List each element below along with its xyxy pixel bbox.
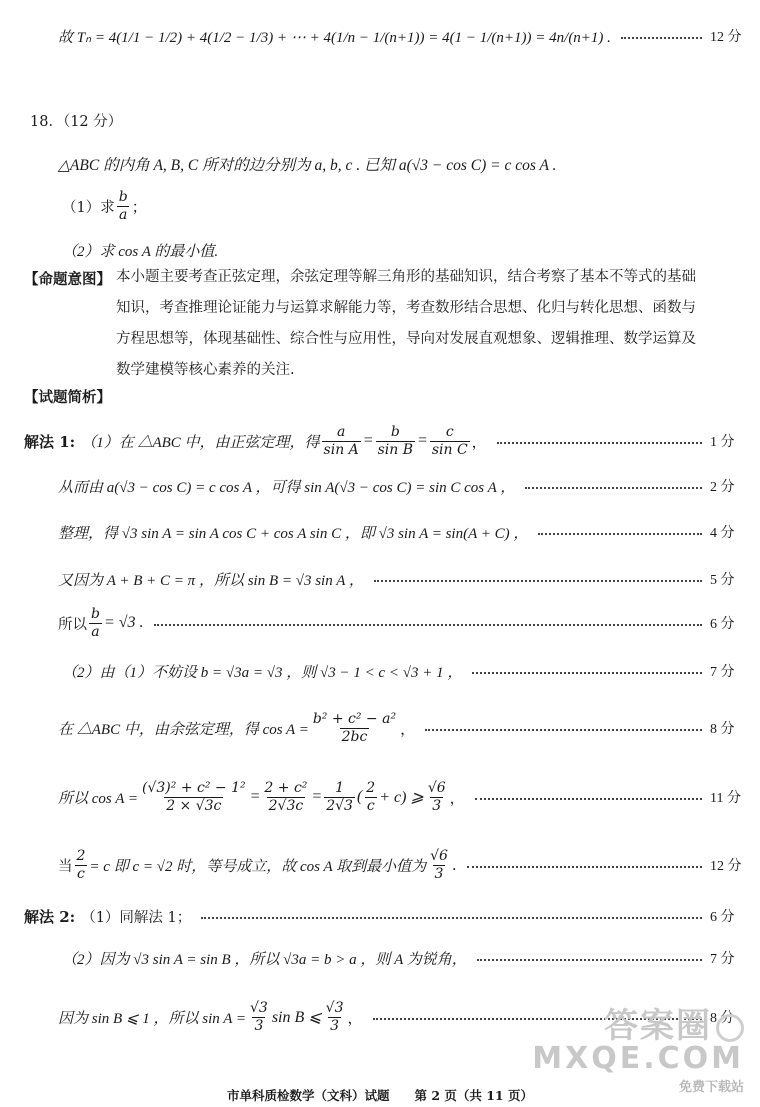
step-text: （2）因为 √3 sin A = sin B ，所以 √3a = b > a ，则 A 为锐角，: [62, 951, 467, 968]
page-footer: 市单科质检数学（文科）试题 第 2 页（共 11 页）: [226, 1088, 533, 1103]
fraction-numerator: b: [118, 188, 128, 205]
fraction-numerator: b: [91, 605, 100, 622]
solution-2-step-1: [0, 902, 760, 930]
dot-leader: [621, 37, 702, 39]
score-label: 6 分: [710, 910, 735, 925]
solution-1-label: 解法 1:: [24, 432, 76, 451]
dot-leader: [154, 624, 702, 626]
fraction: [140, 781, 248, 813]
fraction-numerator: 1: [335, 779, 345, 796]
step-text: 所以 cos A =: [58, 790, 138, 807]
dot-leader: [538, 533, 702, 535]
dot-leader: [467, 866, 702, 868]
step-text: 在 △ABC 中，由余弦定理，得 cos A =: [58, 721, 309, 738]
score-label: 8 分: [710, 1011, 735, 1026]
intent-line-2: 知识，考查推理论证能力与运算求解能力等，考查数形结合思想、化归与转化思想、函数与: [116, 300, 696, 316]
fraction: [324, 1001, 346, 1033]
dot-leader: [475, 798, 702, 800]
fraction: [364, 781, 377, 813]
score-label: 7 分: [710, 665, 735, 680]
step-middle: + c) ⩾: [379, 789, 424, 806]
fraction: [426, 781, 448, 813]
fraction-numerator: (√3)² + c² − 1²: [142, 779, 246, 796]
solution-1-step-1: 解法 1: （1）在 △ABC 中，由正弦定理，得 $\frac{a}{\text{sin A}}$ = $\frac{b}{\text{sin B}}$ = $\frac{c}{\text{sin C}}$ ， 1 分: [0, 418, 760, 464]
fraction-denominator: 3: [434, 865, 444, 882]
intent-line-4: 数学建模等核心素养的关注.: [116, 362, 295, 378]
step-suffix: = √3 .: [103, 614, 144, 631]
solution-1-step-4: [0, 565, 760, 593]
fraction-numerator: a: [336, 423, 346, 440]
fraction-denominator: c: [77, 865, 85, 882]
fraction-denominator: 3: [432, 797, 442, 814]
watermark-brand: 答案圈: [532, 998, 744, 1047]
step-suffix: ，: [347, 1008, 363, 1027]
solution-1-step-9: [0, 840, 760, 890]
step-text: 从而由 a(√3 − cos C) = c cos A ，可得 sin A(√3 − cos C) = sin C cos A ，: [58, 479, 516, 496]
dot-leader: [201, 917, 702, 919]
dot-leader: [425, 729, 702, 731]
step-text: （2）由（1）不妨设 b = √3a = √3 ，则 √3 − 1 < c < √3 + 1 ，: [62, 664, 463, 681]
step-suffix: ，: [449, 788, 465, 807]
watermark: [532, 998, 744, 1095]
fraction-numerator: 2 + c²: [264, 779, 308, 796]
fraction: [430, 425, 470, 457]
question-1-prefix: （1）求: [62, 199, 115, 216]
fraction-denominator: 2√3: [326, 797, 353, 814]
intent-label: 【命题意图】: [24, 271, 111, 288]
step-text: 所以: [58, 616, 87, 633]
fraction-numerator: b² + c² − a²: [312, 710, 397, 727]
fraction-numerator: 2: [366, 779, 376, 796]
dot-leader: [477, 959, 702, 961]
dot-leader: [374, 580, 702, 582]
paren-open: (: [356, 788, 363, 805]
score-label: 11 分: [710, 791, 741, 806]
intent-paragraph: [116, 262, 748, 386]
fraction-denominator: sin B: [377, 441, 414, 458]
fraction-denominator: sin C: [431, 441, 468, 458]
solution-1-step-6: [0, 657, 760, 685]
solution-1-step-5: [0, 600, 760, 646]
fraction-denominator: a: [119, 206, 128, 223]
fraction-b-over-a: [117, 190, 130, 222]
fraction: [248, 1001, 270, 1033]
step-text: 整理，得 √3 sin A = sin A cos C + cos A sin C ，即 √3 sin A = sin(A + C) ，: [58, 525, 529, 542]
dot-leader: [497, 442, 702, 444]
fraction-denominator: 2 × √3c: [166, 797, 222, 814]
previous-answer-formula: 故 Tₙ = 4(1/1 − 1/2) + 4(1/2 − 1/3) + ⋯ + 4(1/n − 1/(n+1)) = 4(1 − 1/(n+1)) = 4n/(n+1) .: [58, 29, 611, 46]
fraction-denominator: 2bc: [341, 728, 368, 745]
question-1: [0, 184, 760, 228]
fraction: [89, 607, 102, 639]
problem-number: 18．（12 分）: [30, 114, 123, 130]
fraction: [428, 849, 450, 881]
question-2: （2）求 cos A 的最小值.: [62, 244, 219, 260]
fraction-denominator: c: [366, 797, 375, 814]
step-middle: = c 即 c = √2 时，等号成立，故 cos A 取到最小值为: [89, 858, 427, 875]
fraction-numerator: c: [445, 423, 454, 440]
equals-sign: =: [311, 788, 323, 805]
fraction-denominator: a: [91, 623, 100, 640]
step-suffix: .: [451, 856, 457, 874]
watermark-caption: 免费下载站: [678, 1080, 744, 1095]
fraction: [324, 781, 355, 813]
question-1-suffix: ；: [131, 197, 147, 216]
fraction-numerator: √6: [427, 779, 446, 796]
score-label: 5 分: [710, 573, 735, 588]
fraction: [376, 425, 415, 457]
score-label: 8 分: [710, 722, 735, 737]
score-label: 7 分: [710, 952, 735, 967]
fraction-denominator: 2√3c: [268, 797, 304, 814]
equals-sign: =: [249, 788, 261, 805]
solution-1-step-3: [0, 518, 760, 546]
solution-2-step-2: [0, 944, 760, 972]
watermark-url: MXQE.COM: [532, 1041, 744, 1076]
fraction-denominator: 3: [330, 1017, 340, 1034]
intent-line-3: 方程思想等，体现基础性、综合性与应用性，导向对发展直观想象、逻辑推理、数学运算及: [116, 331, 696, 347]
step-text: 又因为 A + B + C = π ，所以 sin B = √3 sin A ，: [58, 572, 364, 589]
solution-1-step-7: [0, 704, 760, 752]
fraction-numerator: 2: [76, 847, 86, 864]
fraction-numerator: √3: [325, 999, 344, 1016]
dot-leader: [525, 487, 702, 489]
fraction: [75, 849, 88, 881]
fraction: [262, 781, 309, 813]
score-label: 4 分: [710, 526, 735, 541]
fraction-numerator: √3: [249, 999, 268, 1016]
fraction: [311, 712, 398, 744]
intent-line-1: 本小题主要考查正弦定理，余弦定理等解三角形的基础知识，结合考察了基本不等式的基础: [116, 269, 696, 285]
problem-statement: △ABC 的内角 A, B, C 所对的边分别为 a, b, c . 已知 a(√3 − cos C) = c cos A .: [58, 157, 557, 174]
analysis-label: 【试题简析】: [24, 389, 111, 406]
step-suffix: ，: [471, 432, 487, 451]
step-text: （1）同解法 1；: [81, 909, 192, 926]
fraction-numerator: √6: [430, 847, 448, 864]
fraction-numerator: b: [390, 423, 400, 440]
solution-1-step-2: [0, 472, 760, 500]
score-label: 12 分: [710, 859, 742, 874]
solution-2-label: 解法 2:: [24, 907, 76, 926]
step-text: （1）在 △ABC 中，由正弦定理，得: [81, 434, 320, 451]
step-middle: sin B ⩽: [271, 1009, 322, 1026]
solution-1-step-8: [0, 772, 760, 822]
score-label: 6 分: [710, 617, 735, 632]
dot-leader: [472, 672, 702, 674]
score-label: 2 分: [710, 480, 735, 495]
step-suffix: ，: [400, 719, 416, 738]
watermark-circle-icon: [716, 1014, 744, 1042]
score-label: 1 分: [710, 435, 735, 450]
previous-answer-line: [0, 18, 760, 54]
fraction: [322, 425, 361, 457]
step-text: 当: [58, 858, 73, 875]
fraction-denominator: sin A: [323, 441, 359, 458]
step-text: 因为 sin B ⩽ 1 ，所以 sin A =: [58, 1010, 246, 1027]
score-label: 12 分: [710, 30, 742, 45]
fraction-denominator: 3: [254, 1017, 264, 1034]
